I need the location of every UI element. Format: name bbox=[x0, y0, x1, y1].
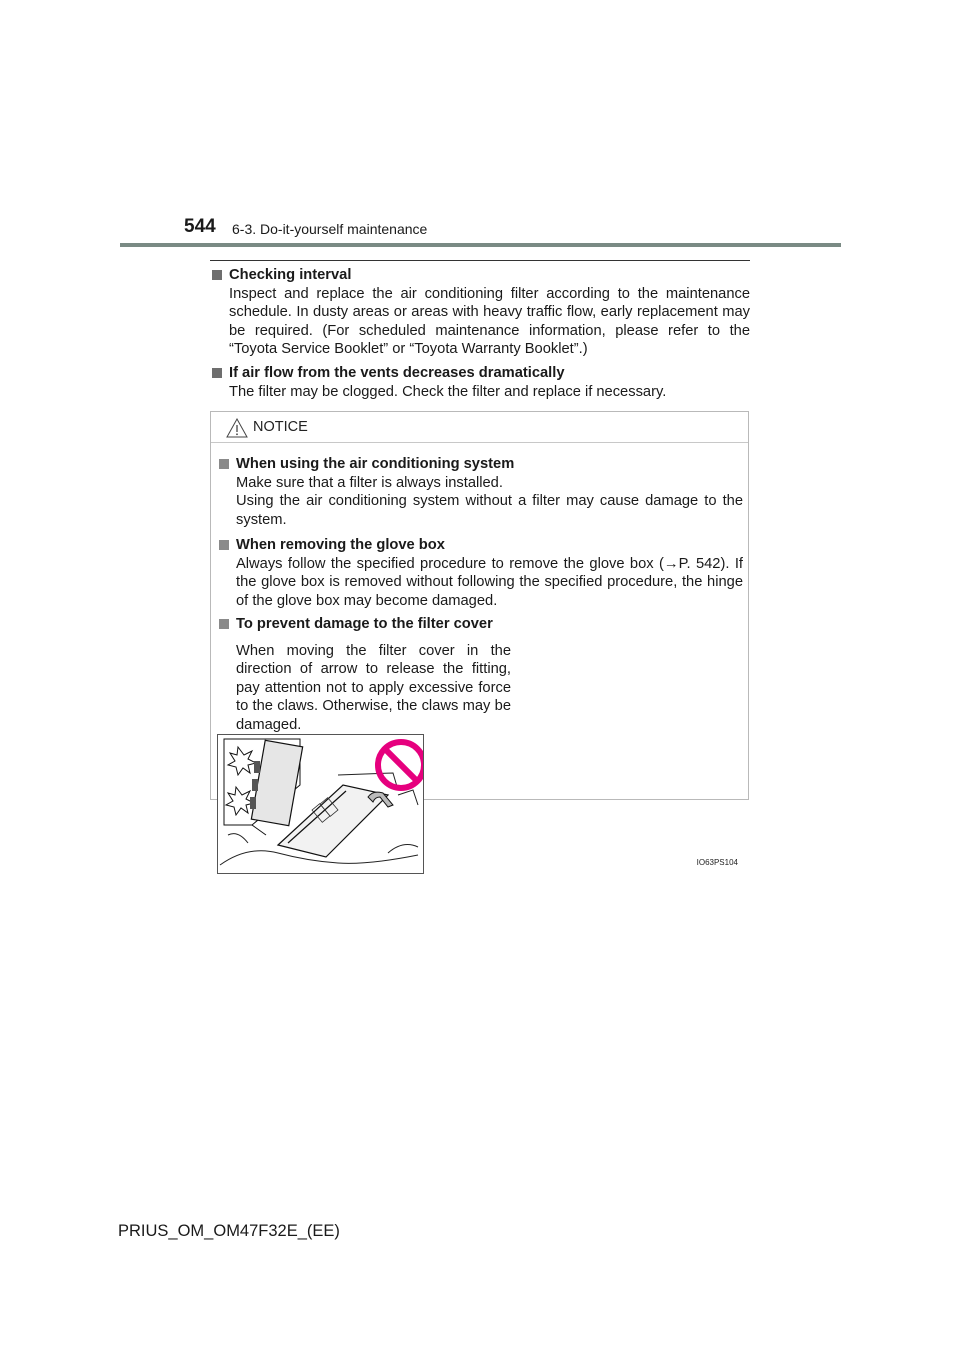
square-bullet-icon bbox=[212, 368, 222, 378]
notice-item-heading bbox=[217, 615, 743, 634]
heading-text: To prevent damage to the filter cover bbox=[236, 616, 493, 632]
square-bullet-icon bbox=[212, 270, 222, 280]
notice-box bbox=[210, 411, 749, 867]
paragraph: The filter may be clogged. Check the filter and replace if necessary. bbox=[229, 383, 667, 400]
paragraph: Inspect and replace the air conditioning filter according to the maintenance schedule. In dusty areas or areas with heavy traffic flow, early replacement may be required. (For scheduled maintenance information, please refer to the “Toyota Service Booklet” or “Toyota Warranty Booklet”.) bbox=[229, 285, 750, 357]
air-flow-text bbox=[229, 383, 750, 402]
paragraph: Always follow the specified procedure to remove the glove box (→P. 542). If the glove box is removed without following the specified procedure, the hinge of the glove box may become damaged. bbox=[236, 555, 743, 609]
air-flow-heading bbox=[210, 364, 750, 383]
air-flow-section bbox=[210, 364, 750, 401]
heading-text: When removing the glove box bbox=[236, 537, 445, 553]
square-bullet-icon bbox=[219, 540, 229, 550]
section-title: 6-3. Do-it-yourself maintenance bbox=[232, 221, 428, 237]
notice-item-air-conditioning bbox=[217, 455, 743, 529]
notice-item-text bbox=[236, 474, 743, 530]
square-bullet-icon bbox=[219, 619, 229, 629]
notice-header bbox=[211, 412, 748, 443]
notice-item-text bbox=[236, 642, 511, 735]
filter-cover-illustration: IO63PS104 bbox=[217, 734, 424, 874]
notice-item-glove-box bbox=[217, 536, 743, 610]
document-id: PRIUS_OM_OM47F32E_(EE) bbox=[118, 1222, 340, 1240]
paragraph-line: Using the air conditioning system without a filter may cause damage to the system. bbox=[236, 493, 743, 528]
content-top-rule bbox=[210, 260, 750, 261]
prohibition-icon bbox=[378, 742, 423, 788]
heading-text: When using the air conditioning system bbox=[236, 456, 515, 472]
notice-label: NOTICE bbox=[253, 419, 308, 435]
page-number: 544 bbox=[184, 216, 216, 237]
square-bullet-icon bbox=[219, 459, 229, 469]
glove-box-filter-drawing bbox=[218, 735, 423, 873]
notice-item-heading bbox=[217, 536, 743, 555]
heading-text: If air flow from the vents decreases dramatically bbox=[229, 365, 565, 381]
paragraph: When moving the filter cover in the direction of arrow to release the fitting, pay attention not to apply excessive force to the claws. Otherwise, the claws may be damaged. bbox=[236, 642, 511, 733]
notice-item-heading bbox=[217, 455, 743, 474]
notice-item-filter-cover bbox=[217, 615, 743, 874]
checking-interval-text bbox=[229, 285, 750, 359]
checking-interval-section bbox=[210, 266, 750, 359]
warning-triangle-icon bbox=[226, 418, 248, 438]
paragraph-line: Make sure that a filter is always installed. bbox=[236, 474, 503, 491]
checking-interval-heading bbox=[210, 266, 750, 285]
notice-item-text bbox=[236, 555, 743, 611]
heading-text: Checking interval bbox=[229, 267, 352, 283]
header-rule bbox=[120, 243, 841, 247]
